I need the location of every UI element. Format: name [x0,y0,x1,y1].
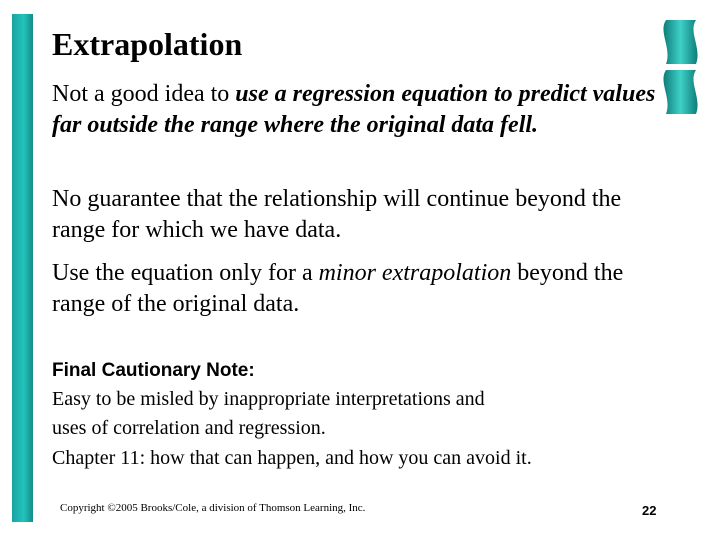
note-line: Easy to be misled by inappropriate interpretations and [52,388,485,410]
slide-title: Extrapolation [52,26,243,62]
paragraph-no-guarantee: No guarantee that the relationship will continue beyond the range for which we have data. [52,186,622,243]
wave-logo-icon [658,18,700,118]
note-heading: Final Cautionary Note: [52,360,255,381]
logo-wave-bottom [663,70,697,114]
paragraph1-plain: Not a good idea to [52,81,236,107]
logo-wave-top [663,20,697,64]
note-line: uses of correlation and regression. [52,417,326,439]
page-number: 22 [642,503,657,518]
paragraph3-end: beyond the range of the original data. [52,260,624,317]
copyright-notice: Copyright ©2005 Brooks/Cole, a division of Thomson Learning, Inc. [60,502,366,514]
paragraph-extrapolation [52,79,662,141]
paragraph-minor-extrapolation [52,258,662,320]
note-line: Chapter 11: how that can happen, and how you can avoid it. [52,447,532,469]
paragraph1-emphasis: use a regression equation to predict values far outside the range where the original data fell. [52,81,656,138]
paragraph3-start: Use the equation only for a [52,260,319,286]
paragraph3-italic: minor extrapolation [318,260,512,286]
accent-bar [12,14,33,522]
